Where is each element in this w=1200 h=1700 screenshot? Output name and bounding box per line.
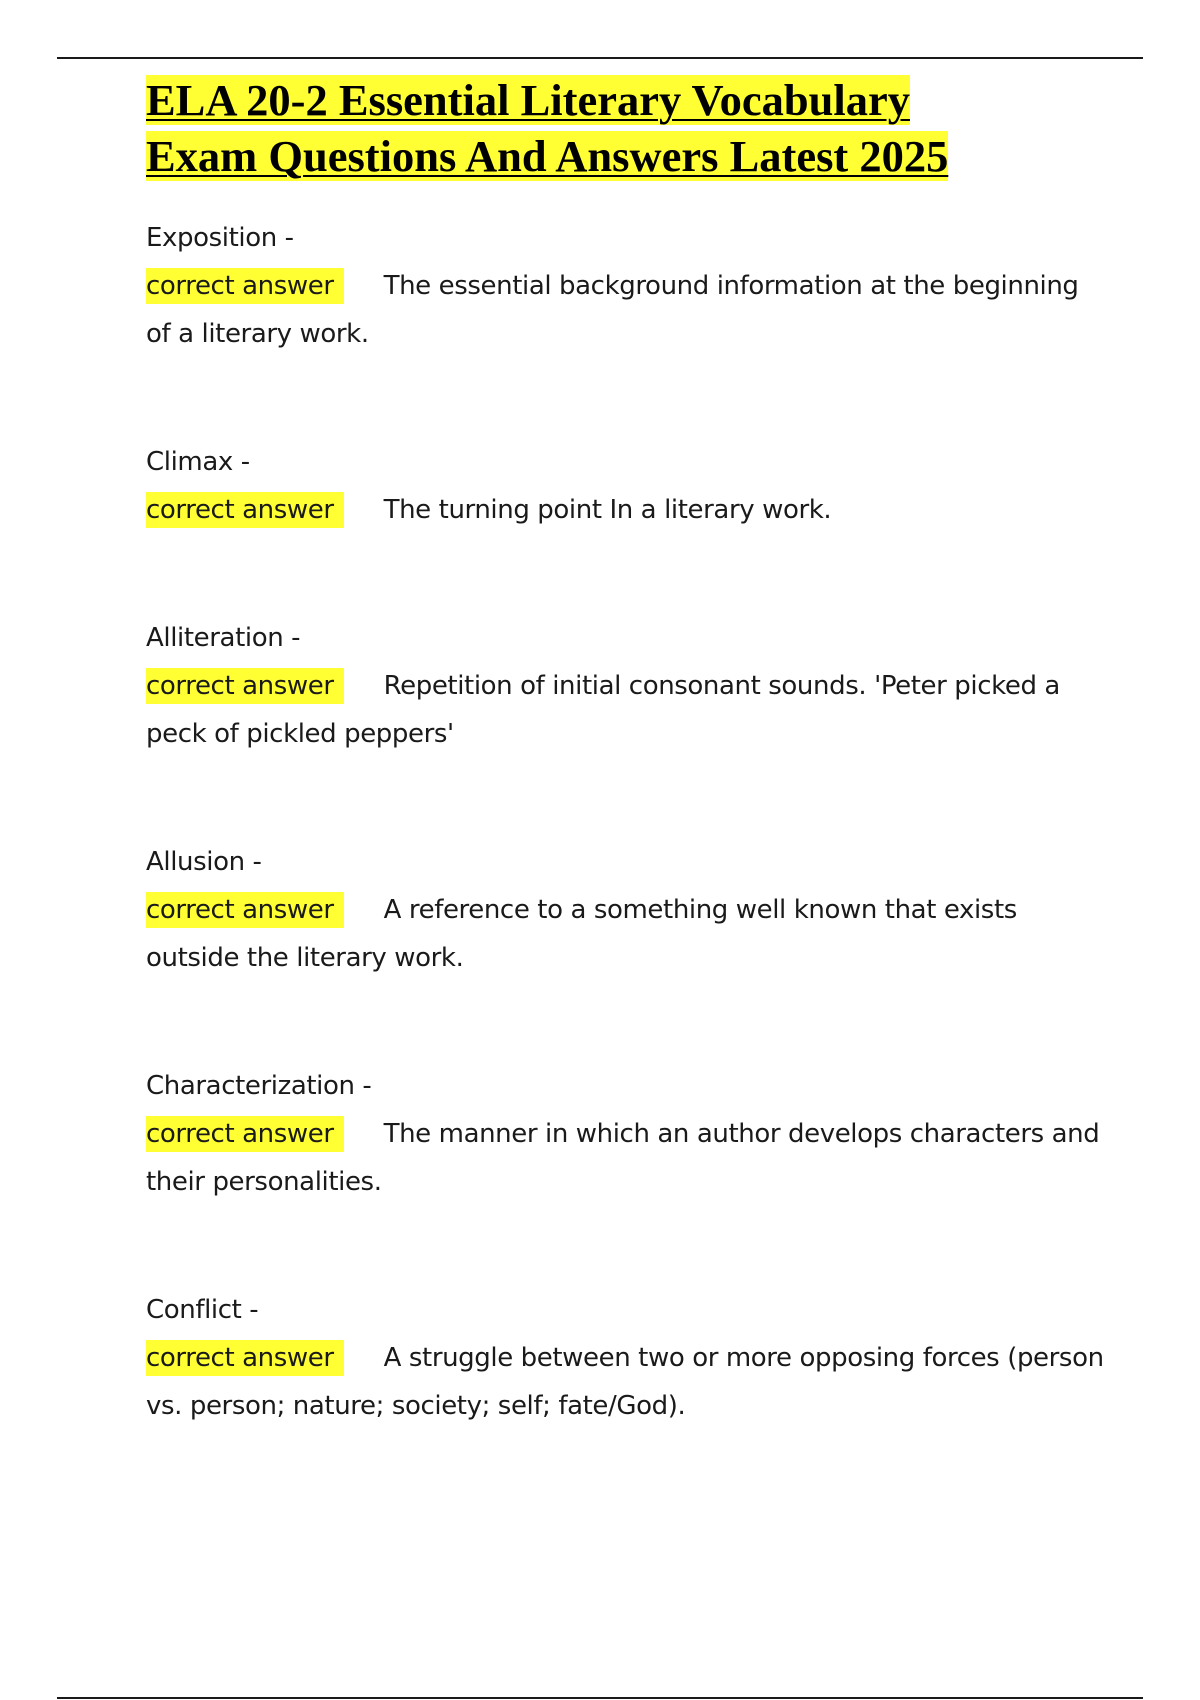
top-rule [57,57,1143,59]
entry-term: Allusion - [146,847,262,877]
entry-definition: The essential background information at the beginning of a literary work. [146,271,1079,349]
entry-answer [146,486,1106,534]
document-body [146,72,1106,1430]
vocabulary-list [146,214,1106,1430]
entry-term: Characterization - [146,1071,372,1101]
vocab-entry-conflict [146,1286,1106,1430]
entry-answer [146,662,1106,758]
title-line-1: ELA 20-2 Essential Literary Vocabulary [146,75,910,125]
correct-answer-label: correct answer [146,268,344,304]
entry-definition: The manner in which an author develops characters and their personalities. [146,1119,1100,1197]
vocab-entry-exposition [146,214,1106,358]
entry-term: Conflict - [146,1295,259,1325]
entry-term: Exposition - [146,223,294,253]
bottom-rule [57,1697,1143,1699]
entry-definition: Repetition of initial consonant sounds. 'Peter picked a peck of pickled peppers' [146,671,1060,749]
entry-term: Alliteration - [146,623,301,653]
vocab-entry-alliteration [146,614,1106,758]
entry-answer [146,262,1106,358]
correct-answer-label: correct answer [146,892,344,928]
entry-definition: A reference to a something well known that exists outside the literary work. [146,895,1017,973]
correct-answer-label: correct answer [146,1340,344,1376]
entry-answer [146,1110,1106,1206]
title-line-2: Exam Questions And Answers Latest 2025 [146,131,949,181]
entry-answer [146,886,1106,982]
vocab-entry-characterization [146,1062,1106,1206]
document-title [146,72,1106,184]
vocab-entry-allusion [146,838,1106,982]
correct-answer-label: correct answer [146,492,344,528]
entry-answer [146,1334,1106,1430]
correct-answer-label: correct answer [146,1116,344,1152]
vocab-entry-climax [146,438,1106,534]
correct-answer-label: correct answer [146,668,344,704]
entry-definition: A struggle between two or more opposing forces (person vs. person; nature; society; self; fate/God). [146,1343,1104,1421]
entry-definition: The turning point In a literary work. [383,495,832,525]
entry-term: Climax - [146,447,250,477]
